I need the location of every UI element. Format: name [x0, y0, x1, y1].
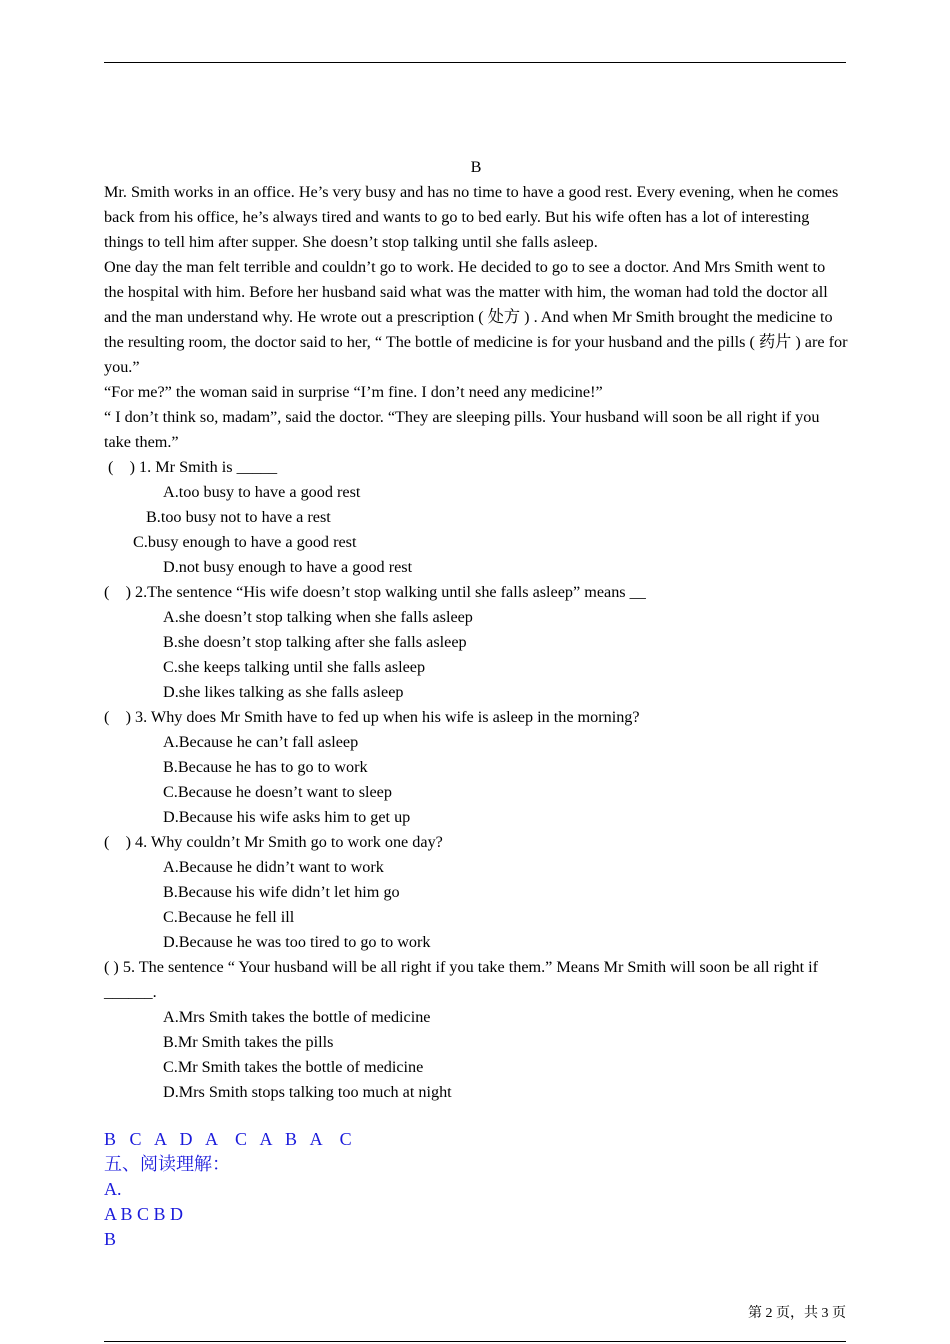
option: A.Because he can’t fall asleep [163, 733, 359, 751]
option: C.Because he fell ill [163, 908, 295, 926]
option: D.Because his wife asks him to get up [163, 808, 411, 826]
option: A.too busy to have a good rest [163, 483, 361, 501]
option: B.she doesn’t stop talking after she falls asleep [163, 633, 467, 651]
option: D.Because he was too tired to go to work [163, 933, 431, 951]
passage-paragraph: “ I don’t think so, madam”, said the doctor. “They are sleeping pills. Your husband will soon be all right if you take them.” [104, 408, 820, 451]
header-rule [104, 62, 846, 63]
passage-paragraph: Mr. Smith works in an office. He’s very busy and has no time to have a good rest. Every evening, when he comes back from his office, he’s always tired and wants to go to bed early. But his wife often has a lot of interesting things to tell him after supper. She doesn’t stop talking until she falls asleep. [104, 183, 839, 251]
option: C.Because he doesn’t want to sleep [163, 783, 392, 801]
question-stem: ( ) 5. The sentence “ Your husband will be all right if you take them.” Means Mr Smith will soon be all right if ______. [104, 958, 819, 1001]
answer-section-heading: 五、阅读理解： [104, 1154, 230, 1174]
option: B.too busy not to have a rest [146, 508, 331, 526]
answer-line: A B C B D [104, 1204, 184, 1224]
footer-rule [104, 1341, 846, 1342]
page-number: 第 2 页，共 3 页 [748, 1306, 846, 1321]
option: A.she doesn’t stop talking when she falls asleep [163, 608, 473, 626]
option: C.Mr Smith takes the bottle of medicine [163, 1058, 424, 1076]
answer-line: A. [104, 1179, 122, 1199]
option: A.Because he didn’t want to work [163, 858, 384, 876]
option: B.Because his wife didn’t let him go [163, 883, 400, 901]
passage-paragraph: “For me?” the woman said in surprise “I’m fine. I don’t need any medicine!” [104, 383, 603, 401]
option: D.she likes talking as she falls asleep [163, 683, 404, 701]
option: C.she keeps talking until she falls asleep [163, 658, 426, 676]
option: D.Mrs Smith stops talking too much at night [163, 1083, 452, 1101]
passage-paragraph: One day the man felt terrible and couldn’t go to work. He decided to go to see a doctor. And Mrs Smith went to the hospital with him. Before her husband said what was the matter with him, the woman had told the doctor all and the man understand why. He wrote out a prescription ( 处方 ) . And when Mr Smith brought the medicine to the resulting room, the doctor said to her, “ The bottle of medicine is for your husband and the pills ( 药片 ) are for you.” [104, 258, 848, 376]
option: B.Because he has to go to work [163, 758, 368, 776]
question-stem: ( ) 3. Why does Mr Smith have to fed up when his wife is asleep in the morning? [104, 708, 640, 726]
answer-line: B C A D A C A B A C [104, 1129, 352, 1149]
document-body [104, 155, 848, 1105]
section-title: B [470, 158, 482, 176]
answer-line: B [104, 1229, 117, 1249]
question-stem: ( ) 1. Mr Smith is _____ [104, 458, 278, 476]
option: D.not busy enough to have a good rest [163, 558, 413, 576]
question-stem: ( ) 4. Why couldn’t Mr Smith go to work one day? [104, 833, 443, 851]
option: B.Mr Smith takes the pills [163, 1033, 334, 1051]
question-stem: ( ) 2.The sentence “His wife doesn’t stop walking until she falls asleep” means __ [104, 583, 646, 601]
option: C.busy enough to have a good rest [133, 533, 357, 551]
answer-key [104, 1127, 704, 1252]
option: A.Mrs Smith takes the bottle of medicine [163, 1008, 431, 1026]
